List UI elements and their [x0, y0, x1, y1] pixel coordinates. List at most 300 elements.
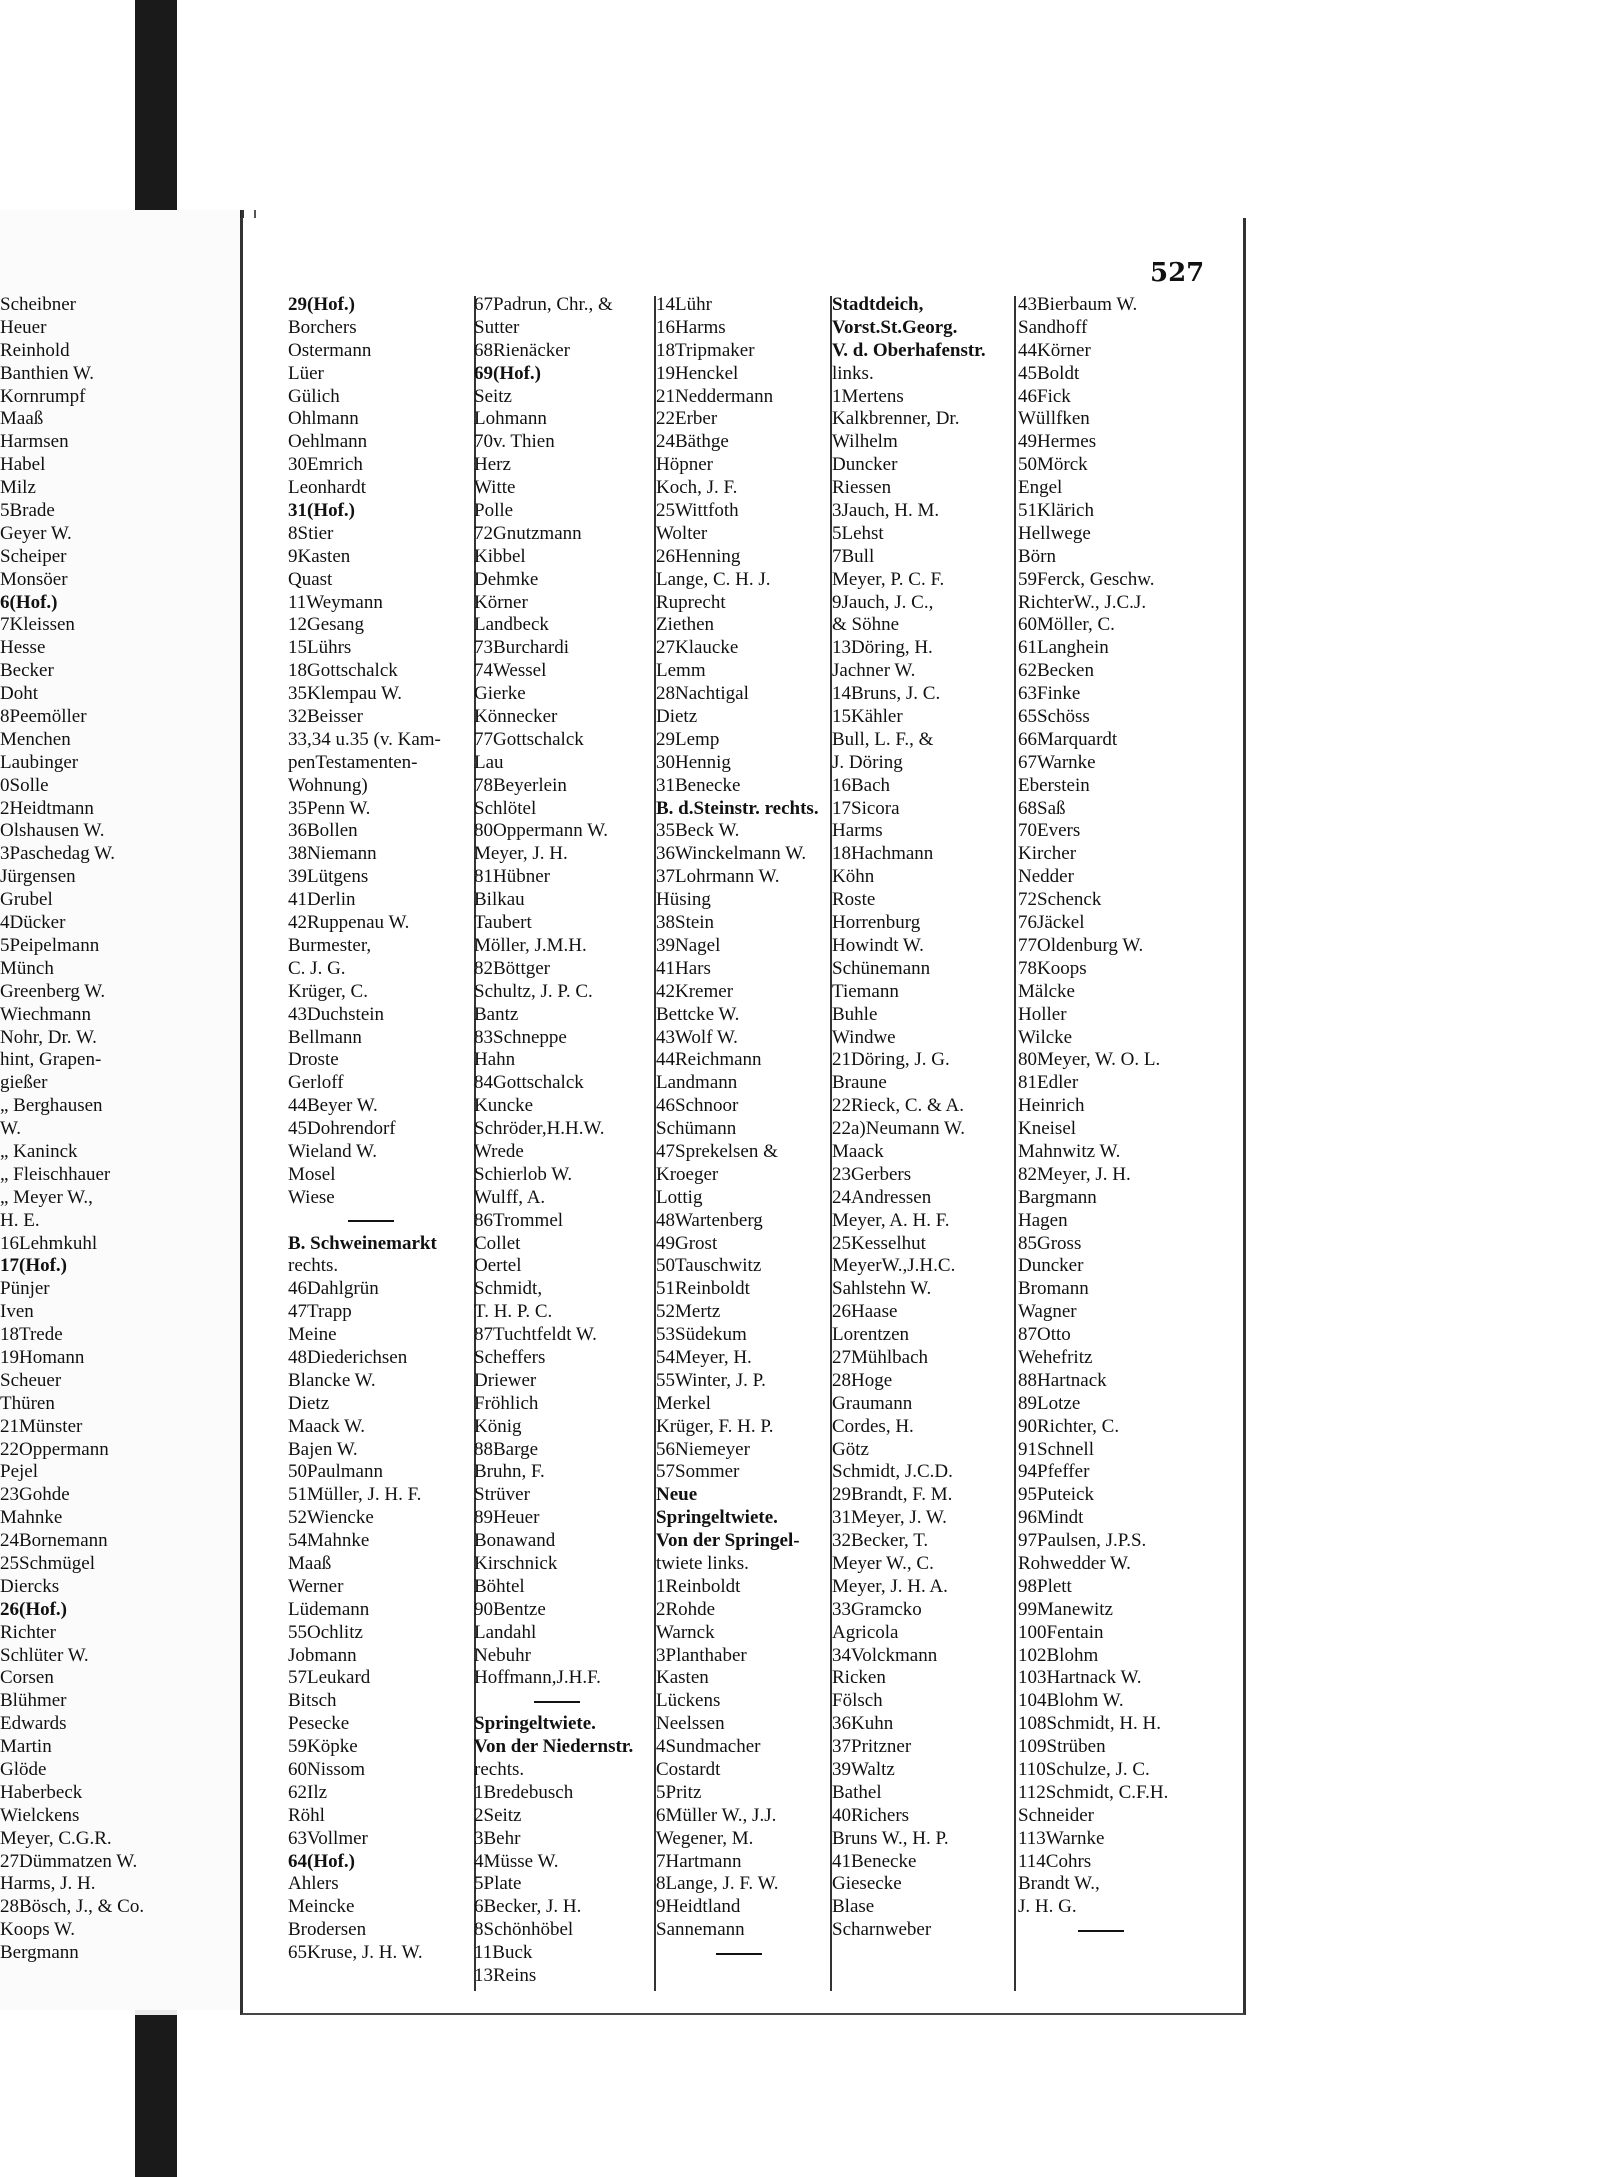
directory-entry: 108Schmidt, H. H. [1018, 1713, 1162, 1735]
directory-entry: Monsöer [0, 568, 68, 590]
directory-entry: 21Münster [0, 1415, 83, 1437]
directory-entry: 4Dücker [0, 912, 66, 934]
directory-entry: Kircher [1018, 843, 1077, 865]
directory-entry: 18Tripmaker [656, 339, 755, 361]
directory-entry: Könnecker [474, 706, 558, 728]
directory-entry: C. J. G. [288, 957, 346, 979]
directory-entry: Bull, L. F., & [832, 728, 934, 750]
directory-entry: Wegener, M. [656, 1827, 754, 1849]
directory-entry: Meincke [288, 1896, 355, 1918]
left-page-column [0, 294, 232, 1965]
directory-entry: Schierlob W. [474, 1163, 573, 1185]
directory-entry: Von der Springel- [656, 1530, 800, 1552]
directory-entry: Geyer W. [0, 522, 72, 544]
directory-entry: Wehefritz [1018, 1346, 1093, 1368]
directory-entry: Bantz [474, 1003, 519, 1025]
directory-entry: 114Cohrs [1018, 1850, 1092, 1872]
directory-entry: 29Lemp [656, 728, 720, 750]
directory-entry: Duncker [1018, 1255, 1084, 1277]
directory-entry: 55Ochlitz [288, 1621, 363, 1643]
directory-entry: Blase [832, 1896, 875, 1918]
directory-entry: 30Emrich [288, 454, 363, 476]
directory-entry: 97Paulsen, J.P.S. [1018, 1530, 1147, 1552]
directory-entry: Röhl [288, 1804, 325, 1826]
directory-entry: 27Dümmatzen W. [0, 1850, 138, 1872]
directory-entry: Merkel [656, 1392, 711, 1414]
directory-entry: 70v. Thien [474, 431, 555, 453]
directory-entry: B. d.Steinstr. rechts. [656, 797, 819, 819]
directory-entry: 70Evers [1018, 820, 1081, 842]
directory-entry: Bilkau [474, 889, 525, 911]
directory-entry: 43Wolf W. [656, 1026, 738, 1048]
directory-entry: Bromann [1018, 1278, 1089, 1300]
directory-entry: 1Reinboldt [656, 1575, 741, 1597]
directory-entry: Kroeger [656, 1163, 719, 1185]
directory-entry: 37Lohrmann W. [656, 866, 780, 888]
directory-entry: 16Lehmkuhl [0, 1232, 98, 1254]
directory-entry: 46Schnoor [656, 1095, 739, 1117]
directory-entry: Gülich [288, 385, 340, 407]
directory-entry: Mälcke [1018, 980, 1075, 1002]
directory-entry: hint, Grapen- [0, 1049, 102, 1071]
directory-entry: Haberbeck [0, 1781, 83, 1803]
directory-entry: 90Bentze [474, 1598, 546, 1620]
directory-entry: Gierke [474, 683, 526, 705]
directory-entry: 53Südekum [656, 1324, 747, 1346]
directory-entry: 99Manewitz [1018, 1598, 1113, 1620]
directory-entry: Schlötel [474, 797, 537, 819]
directory-entry: 39Waltz [832, 1759, 895, 1780]
directory-entry: 48Diederichsen [288, 1346, 408, 1368]
directory-entry: Wrede [474, 1140, 524, 1162]
directory-entry: 18Hachmann [832, 843, 934, 865]
directory-entry: Schmidt, J.C.D. [832, 1461, 953, 1483]
directory-entry: 42Ruppenau W. [288, 912, 410, 934]
directory-entry: 49Hermes [1018, 431, 1097, 453]
directory-entry: 94Pfeffer [1018, 1461, 1090, 1483]
directory-entry: 85Gross [1018, 1232, 1082, 1254]
directory-entry: Wohnung) [288, 774, 368, 796]
directory-entry: 96Mindt [1018, 1507, 1084, 1529]
directory-entry: 11Buck [474, 1942, 533, 1964]
directory-entry: Hoffmann,J.H.F. [474, 1667, 601, 1689]
directory-entry: Meyer W., C. [832, 1552, 934, 1574]
directory-entry: H. E. [0, 1209, 40, 1231]
directory-entry: Wüllfken [1018, 408, 1090, 430]
directory-entry: Bathel [832, 1781, 882, 1803]
column-5 [1018, 294, 1218, 1942]
directory-entry: Maaß [0, 408, 44, 430]
directory-entry: 45Boldt [1018, 362, 1080, 384]
directory-entry: Roste [832, 889, 876, 911]
directory-entry: 22Erber [656, 408, 718, 430]
directory-entry: 56Niemeyer [656, 1438, 750, 1460]
directory-entry: Dietz [656, 706, 698, 728]
directory-entry: 76Jäckel [1018, 912, 1085, 934]
directory-entry: twiete links. [656, 1552, 749, 1574]
directory-entry: 6(Hof.) [0, 591, 58, 613]
directory-entry: 21Döring, J. G. [832, 1049, 950, 1071]
directory-entry: 45Dohrendorf [288, 1118, 396, 1140]
directory-entry: Becker [0, 660, 54, 682]
directory-entry: MeyerW.,J.H.C. [832, 1255, 956, 1277]
directory-entry: Springeltwiete. [474, 1713, 596, 1735]
directory-entry: 19Homann [0, 1346, 85, 1368]
directory-entry: Witte [474, 477, 516, 499]
directory-entry: 89Heuer [474, 1507, 540, 1529]
directory-entry: J. H. G. [1018, 1896, 1077, 1918]
directory-entry: penTestamenten- [288, 751, 418, 773]
directory-entry: Köhn [832, 866, 875, 888]
directory-entry: Scheiper [0, 545, 67, 567]
directory-entry: Bajen W. [288, 1438, 358, 1460]
directory-entry: 41Hars [656, 957, 711, 979]
directory-entry: Bargmann [1018, 1186, 1097, 1208]
directory-entry: 28Nachtigal [656, 683, 749, 705]
directory-entry: 78Beyerlein [474, 774, 567, 796]
directory-entry: 112Schmidt, C.F.H. [1018, 1781, 1169, 1803]
directory-entry: Ziethen [656, 614, 715, 636]
directory-entry: Pesecke [288, 1713, 350, 1735]
directory-entry: 17(Hof.) [0, 1255, 68, 1277]
directory-entry: Lottig [656, 1186, 703, 1208]
directory-entry: Blühmer [0, 1690, 67, 1712]
directory-entry: Laubinger [0, 751, 79, 773]
directory-entry [656, 1942, 828, 1965]
directory-entry: Pünjer [0, 1278, 50, 1300]
directory-entry: 24Andressen [832, 1186, 932, 1208]
directory-entry: Lange, C. H. J. [656, 568, 771, 590]
directory-entry: 31Benecke [656, 774, 741, 796]
directory-entry: Doht [0, 683, 38, 705]
directory-entry: Droste [288, 1049, 339, 1071]
directory-entry: 34Volckmann [832, 1644, 938, 1666]
directory-entry: Kibbel [474, 545, 526, 567]
directory-entry: Horrenburg [832, 912, 921, 934]
directory-entry: Warnck [656, 1621, 715, 1643]
directory-entry: Wilhelm [832, 431, 898, 453]
directory-entry: Harms [832, 820, 883, 842]
directory-entry: 32Becker, T. [832, 1530, 929, 1552]
directory-entry: Nebuhr [474, 1644, 531, 1666]
directory-entry: Pejel [0, 1461, 38, 1483]
directory-entry: RichterW., J.C.J. [1018, 591, 1147, 613]
directory-entry: 80Oppermann W. [474, 820, 609, 842]
directory-entry: Taubert [474, 912, 532, 934]
directory-entry: Fölsch [832, 1690, 883, 1712]
directory-entry: Körner [474, 591, 528, 613]
directory-entry: Habel [0, 454, 46, 476]
directory-entry: „ Kaninck [0, 1140, 78, 1162]
directory-entry: Quast [288, 568, 333, 590]
directory-entry: Polle [474, 500, 514, 522]
directory-entry: „ Fleischhauer [0, 1163, 111, 1185]
directory-entry: & Söhne [832, 614, 900, 636]
directory-entry: 28Bösch, J., & Co. [0, 1896, 145, 1918]
directory-entry: Milz [0, 477, 36, 499]
directory-entry: 19Henckel [656, 362, 739, 384]
directory-entry: 57Sommer [656, 1461, 740, 1483]
directory-entry: Driewer [474, 1369, 537, 1391]
directory-entry: Schlüter W. [0, 1644, 89, 1666]
directory-entry: 73Burchardi [474, 637, 569, 659]
directory-entry: 3Planthaber [656, 1644, 747, 1666]
directory-entry: Glöde [0, 1759, 47, 1780]
directory-entry: Corsen [0, 1667, 54, 1689]
directory-entry: 60Nissom [288, 1759, 366, 1780]
directory-entry: Landmann [656, 1072, 738, 1094]
directory-entry: Meine [288, 1324, 337, 1346]
directory-entry: 14Lühr [656, 294, 712, 315]
column-2 [474, 294, 652, 1988]
directory-entry: Ruprecht [656, 591, 726, 613]
directory-entry: 32Beisser [288, 706, 363, 728]
directory-entry: 52Mertz [656, 1301, 721, 1323]
directory-entry: Braune [832, 1072, 887, 1094]
directory-entry: 27Klaucke [656, 637, 739, 659]
directory-entry: 7Bull [832, 545, 875, 567]
directory-entry: 82Böttger [474, 957, 550, 979]
directory-entry: Duncker [832, 454, 898, 476]
directory-entry: Landahl [474, 1621, 537, 1643]
directory-entry: 15Lührs [288, 637, 352, 659]
directory-entry: Meyer, C.G.R. [0, 1827, 112, 1849]
directory-entry: 23Gohde [0, 1484, 70, 1506]
directory-entry: Hellwege [1018, 522, 1091, 544]
directory-entry: Mosel [288, 1163, 336, 1185]
directory-entry: 84Gottschalck [474, 1072, 584, 1094]
directory-entry: Grubel [0, 889, 53, 911]
directory-entry: Graumann [832, 1392, 913, 1414]
directory-entry: Thüren [0, 1392, 55, 1414]
directory-entry: Hagen [1018, 1209, 1068, 1231]
directory-entry: Ricken [832, 1667, 886, 1689]
directory-entry: 8Lange, J. F. W. [656, 1873, 779, 1895]
directory-entry: 26Henning [656, 545, 741, 567]
directory-entry [1018, 1919, 1218, 1942]
directory-entry: 65Schöss [1018, 706, 1090, 728]
directory-entry: Bergmann [0, 1942, 79, 1964]
directory-entry: 25Wittfoth [656, 500, 739, 522]
directory-entry: rechts. [288, 1255, 339, 1277]
directory-entry: 40Richers [832, 1804, 910, 1826]
directory-entry: Schneider [1018, 1804, 1094, 1826]
directory-entry: Scheffers [474, 1346, 546, 1368]
directory-entry: Heinrich [1018, 1095, 1085, 1117]
directory-entry: 44Reichmann [656, 1049, 762, 1071]
directory-entry: Rohwedder W. [1018, 1552, 1131, 1574]
directory-entry: T. H. P. C. [474, 1301, 553, 1323]
directory-entry: 51Müller, J. H. F. [288, 1484, 422, 1506]
directory-entry: 1Bredebusch [474, 1781, 574, 1803]
directory-entry: J. Döring [832, 751, 903, 773]
directory-entry: 61Langhein [1018, 637, 1109, 659]
directory-entry: Ahlers [288, 1873, 339, 1895]
directory-entry: Kornrumpf [0, 385, 86, 407]
directory-entry: 103Hartnack W. [1018, 1667, 1142, 1689]
directory-entry: Hahn [474, 1049, 516, 1071]
directory-entry: Götz [832, 1438, 869, 1460]
directory-entry: Bonawand [474, 1530, 556, 1552]
directory-entry: Brodersen [288, 1919, 367, 1941]
directory-entry: 68Rienäcker [474, 339, 571, 361]
directory-entry: Bruhn, F. [474, 1461, 545, 1483]
directory-entry: Kasten [656, 1667, 709, 1689]
directory-entry: 90Richter, C. [1018, 1415, 1120, 1437]
directory-entry: Meyer, A. H. F. [832, 1209, 950, 1231]
directory-entry: 5Lehst [832, 522, 884, 544]
directory-entry: Oertel [474, 1255, 522, 1277]
directory-entry: 51Klärich [1018, 500, 1094, 522]
directory-entry: Wilcke [1018, 1026, 1073, 1048]
directory-entry: Mahnwitz W. [1018, 1140, 1121, 1162]
directory-entry: Greenberg W. [0, 980, 106, 1002]
directory-entry: gießer [0, 1072, 48, 1094]
directory-entry: 109Strüben [1018, 1736, 1106, 1758]
directory-entry: 9Jauch, J. C., [832, 591, 934, 613]
directory-entry: Stadtdeich, [832, 294, 924, 315]
directory-entry: Wiese [288, 1186, 335, 1208]
directory-entry: 89Lotze [1018, 1392, 1081, 1414]
directory-entry: Scharnweber [832, 1919, 932, 1941]
directory-entry: 22Rieck, C. & A. [832, 1095, 964, 1117]
directory-entry: Bruns W., H. P. [832, 1827, 949, 1849]
directory-entry: Maack W. [288, 1415, 366, 1437]
directory-entry: 13Döring, H. [832, 637, 933, 659]
directory-entry: Jürgensen [0, 866, 76, 888]
directory-entry: 44Beyer W. [288, 1095, 378, 1117]
directory-entry: 25Kesselhut [832, 1232, 926, 1254]
directory-entry: 22Oppermann [0, 1438, 109, 1460]
directory-entry: 8Peemöller [0, 706, 87, 728]
directory-entry: Riessen [832, 477, 892, 499]
directory-entry: 9Kasten [288, 545, 351, 567]
directory-entry: 81Hübner [474, 866, 550, 888]
directory-entry: Jobmann [288, 1644, 357, 1666]
directory-entry: 39Nagel [656, 934, 721, 956]
directory-entry: Borchers [288, 316, 357, 338]
directory-entry: 50Tauschwitz [656, 1255, 762, 1277]
directory-entry: 46Fick [1018, 385, 1071, 407]
directory-entry: Lorentzen [832, 1324, 910, 1346]
directory-entry: 36Kuhn [832, 1713, 894, 1735]
directory-entry: 35Beck W. [656, 820, 740, 842]
directory-entry: 3Jauch, H. M. [832, 500, 940, 522]
directory-entry: Münch [0, 957, 54, 979]
directory-entry: 4Sundmacher [656, 1736, 761, 1758]
directory-entry: Edwards [0, 1713, 67, 1735]
directory-entry [288, 1210, 470, 1233]
directory-entry: 87Otto [1018, 1324, 1071, 1346]
directory-entry: Seitz [474, 385, 512, 407]
directory-entry: Sahlstehn W. [832, 1278, 932, 1300]
directory-entry: 95Puteick [1018, 1484, 1094, 1506]
directory-entry: Engel [1018, 477, 1063, 499]
directory-entry: Hesse [0, 637, 46, 659]
directory-entry: Wielckens [0, 1804, 80, 1826]
directory-entry: Lückens [656, 1690, 721, 1712]
directory-entry: 26Haase [832, 1301, 898, 1323]
directory-entry: Sannemann [656, 1919, 745, 1941]
directory-entry: 47Sprekelsen & [656, 1140, 778, 1162]
directory-entry: Mahnke [0, 1507, 63, 1529]
directory-entry: Gerloff [288, 1072, 344, 1094]
directory-entry: 26(Hof.) [0, 1598, 68, 1620]
column-1 [288, 294, 470, 1965]
directory-entry: 25Schmügel [0, 1552, 95, 1574]
directory-entry: 86Trommel [474, 1209, 564, 1231]
directory-entry: Nohr, Dr. W. [0, 1026, 97, 1048]
directory-entry: 49Grost [656, 1232, 718, 1254]
directory-entry: Reinhold [0, 339, 70, 361]
directory-entry: Brandt W., [1018, 1873, 1100, 1895]
directory-entry: 54Mahnke [288, 1530, 370, 1552]
directory-entry: 46Dahlgrün [288, 1278, 379, 1300]
directory-entry: 38Niemann [288, 843, 377, 865]
directory-entry: Kalkbrenner, Dr. [832, 408, 960, 430]
directory-entry: 38Stein [656, 912, 715, 934]
directory-entry: 22a)Neumann W. [832, 1118, 965, 1140]
directory-entry: Wolter [656, 522, 708, 544]
directory-entry: Fröhlich [474, 1392, 539, 1414]
directory-entry: 23Gerbers [832, 1163, 912, 1185]
directory-entry: Heuer [0, 316, 47, 338]
directory-entry: 4Müsse W. [474, 1850, 559, 1872]
directory-entry: 28Hoge [832, 1369, 893, 1391]
directory-entry: Wieland W. [288, 1140, 377, 1162]
directory-entry: Collet [474, 1232, 521, 1254]
directory-entry: Höpner [656, 454, 713, 476]
directory-entry: 33Gramcko [832, 1598, 922, 1620]
directory-entry: Schmidt, [474, 1278, 543, 1300]
directory-entry: Schümann [656, 1118, 737, 1140]
directory-entry: 6Becker, J. H. [474, 1896, 582, 1918]
directory-entry: 5Peipelmann [0, 934, 100, 956]
directory-entry: 48Wartenberg [656, 1209, 763, 1231]
directory-entry: V. d. Oberhafenstr. [832, 339, 986, 361]
directory-entry: Lüer [288, 362, 324, 384]
directory-entry: 83Schneppe [474, 1026, 567, 1048]
directory-entry: Blancke W. [288, 1369, 376, 1391]
directory-entry: 21Neddermann [656, 385, 774, 407]
directory-entry: Lemm [656, 660, 706, 682]
directory-entry: 31(Hof.) [288, 500, 356, 522]
directory-entry: Sandhoff [1018, 316, 1088, 338]
directory-entry: Kirschnick [474, 1552, 558, 1574]
directory-entry: Neue [656, 1484, 698, 1506]
directory-entry: Krüger, F. H. P. [656, 1415, 774, 1437]
directory-entry: 30Hennig [656, 751, 731, 773]
directory-entry: 102Blohm [1018, 1644, 1099, 1666]
directory-entry: Schröder,H.H.W. [474, 1118, 605, 1140]
directory-entry: Landbeck [474, 614, 549, 636]
directory-entry: 50Paulmann [288, 1461, 383, 1483]
directory-entry: Agricola [832, 1621, 899, 1643]
directory-entry: 7Kleissen [0, 614, 75, 636]
directory-entry: 47Trapp [288, 1301, 352, 1323]
directory-entry: 43Duchstein [288, 1003, 385, 1025]
directory-entry: B. Schweinemarkt [288, 1232, 437, 1254]
directory-entry: Ohlmann [288, 408, 359, 430]
directory-entry: 8Schönhöbel [474, 1919, 574, 1941]
directory-entry: Meyer, J. H. [474, 843, 568, 865]
directory-entry: 41Benecke [832, 1850, 917, 1872]
directory-entry: 69(Hof.) [474, 362, 542, 384]
directory-entry: Von der Niedernstr. [474, 1736, 634, 1758]
directory-entry: Hüsing [656, 889, 711, 911]
directory-entry: 5Plate [474, 1873, 522, 1895]
directory-entry: Maack [832, 1140, 884, 1162]
